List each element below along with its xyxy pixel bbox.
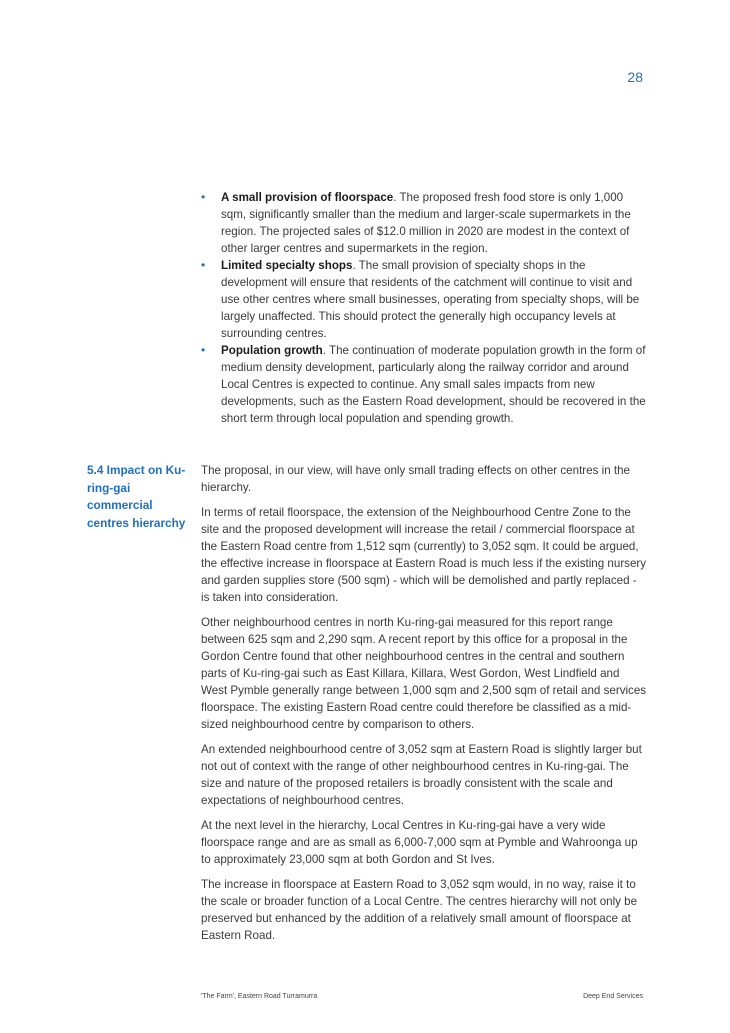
bullet-item bbox=[200, 342, 648, 427]
bullet-lead: Population growth bbox=[221, 344, 323, 357]
bullet-text: . The continuation of moderate population growth in the form of medium density development, particularly along the railway corridor and around Local Centres is expected to continue. Any small sales impacts from new developments, such as the Eastern Road development, should be recovered in the short term through local population and spending growth. bbox=[221, 344, 646, 425]
bullet-item bbox=[200, 257, 648, 342]
paragraph: The increase in floorspace at Eastern Road to 3,052 sqm would, in no way, raise it to the scale or broader function of a Local Centre. The centres hierarchy will not only be preserved but enhanced by the addition of a relatively small amount of floorspace at Eastern Road. bbox=[201, 877, 638, 942]
paragraph: In terms of retail floorspace, the extension of the Neighbourhood Centre Zone to the site and the proposed development will increase the retail / commercial floorspace at the Eastern Road centre from 1,512 sqm (currently) to 3,052 sqm. It could be argued, the effective increase in floorspace at Eastern Road is much less if the existing nursery and garden supplies store (500 sqm) - which will be demolished and partly replaced - is taken into consideration. bbox=[201, 505, 647, 605]
paragraph: Other neighbourhood centres in north Ku-ring-gai measured for this report range between 625 sqm and 2,290 sqm. A recent report by this office for a proposal in the Gordon Centre found that other neighbourhood centres in the central and southern parts of Ku-ring-gai such as East Killara, Killara, West Gordon, West Lindfield and West Pymble generally range between 1,000 sqm and 2,500 sqm of retail and services floorspace. The existing Eastern Road centre could therefore be classified as a mid-sized neighbourhood centre by comparison to others. bbox=[201, 615, 647, 732]
paragraph: An extended neighbourhood centre of 3,052 sqm at Eastern Road is slightly larger but not out of context with the range of other neighbourhood centres in Ku-ring-gai. The size and nature of the proposed retailers is broadly consistent with the scale and expectations of neighbourhood centres. bbox=[201, 742, 642, 808]
paragraph: At the next level in the hierarchy, Local Centres in Ku-ring-gai have a very wide floorspace range and are as small as 6,000-7,000 sqm at Pymble and Wahroonga up to approximately 23,000 sqm at both Gordon and St Ives. bbox=[201, 818, 638, 866]
bullet-lead: Limited specialty shops bbox=[221, 259, 353, 272]
paragraph: The proposal, in our view, will have only small trading effects on other centres in the hierarchy. bbox=[201, 464, 630, 495]
footer-document-title: 'The Farm', Eastern Road Turramurra bbox=[201, 993, 318, 1000]
bullet-list bbox=[200, 189, 648, 427]
footer-company: Deep End Services bbox=[583, 993, 643, 1000]
section-heading: 5.4 Impact on Ku-ring-gai commercial centres hierarchy bbox=[87, 463, 186, 530]
bullet-dot-icon: • bbox=[201, 190, 206, 204]
bullet-text: . The proposed fresh food store is only 1,000 sqm, significantly smaller than the medium and larger-scale supermarkets in the region. The projected sales of $12.0 million in 2020 are modest in the context of other larger centres and supermarkets in the region. bbox=[221, 191, 631, 255]
bullet-text: . The small provision of specialty shops in the development will ensure that residents of the catchment will continue to visit and use other centres where small businesses, operating from specialty shops, will be largely unaffected. This should protect the generally high occupancy levels at surrounding centres. bbox=[221, 259, 640, 340]
bullet-dot-icon: • bbox=[201, 343, 206, 357]
bullet-dot-icon: • bbox=[201, 258, 206, 272]
page-number: 28 bbox=[627, 69, 643, 85]
bullet-item bbox=[200, 189, 648, 257]
bullet-lead: A small provision of floorspace bbox=[221, 191, 394, 204]
section-body bbox=[201, 462, 648, 951]
